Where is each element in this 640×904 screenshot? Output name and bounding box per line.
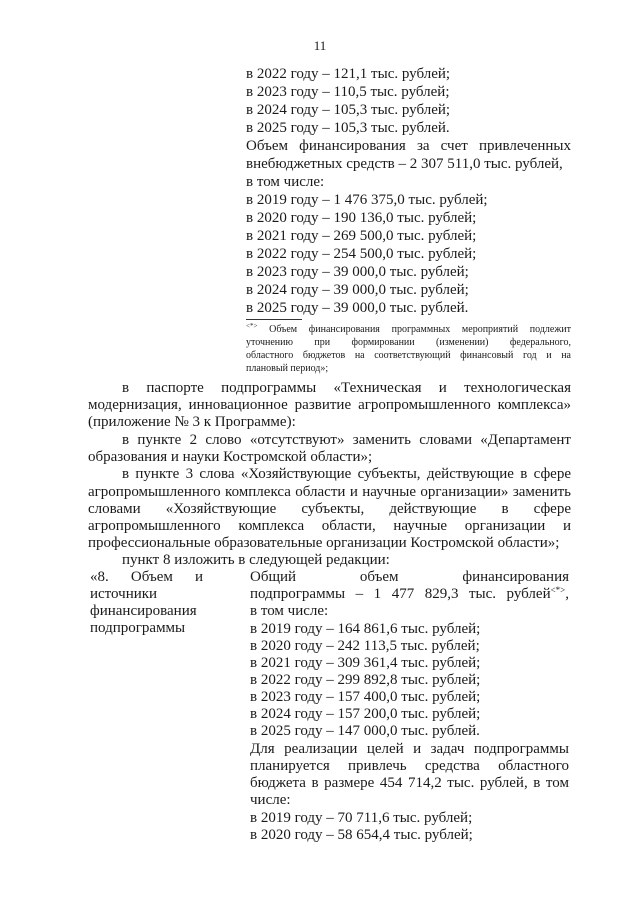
year-line: в 2019 году – 70 711,6 тыс. рублей; — [250, 810, 473, 826]
paragraph-line: в пункте 3 слова «Хозяйствующие субъекты, действующие в сфере — [122, 466, 571, 482]
paragraph-line: словами «Хозяйствующие субъекты, действующие в сфере — [88, 501, 571, 517]
table-label: «8. Объем и — [90, 569, 203, 585]
footnote-line: <*> Объем финансирования программных мероприятий подлежит — [246, 322, 571, 335]
table-label: источники — [90, 586, 158, 602]
year-line: в 2025 году – 105,3 тыс. рублей. — [246, 120, 450, 136]
total-financing-text: в том числе: — [250, 603, 329, 619]
regional-budget-text: бюджета в размере 454 714,2 тыс. рублей, в том — [250, 775, 569, 791]
footnote-rule — [246, 319, 302, 320]
year-line: в 2024 году – 157 200,0 тыс. рублей; — [250, 706, 481, 722]
extrabudget-text: Объем финансирования за счет привлеченных — [246, 138, 571, 154]
year-line: в 2022 году – 254 500,0 тыс. рублей; — [246, 246, 477, 262]
footnote-line: уточнению при формировании (изменении) федерального, — [246, 337, 571, 348]
footnote-mark: <*> — [550, 585, 566, 595]
paragraph-line: пункт 8 изложить в следующей редакции: — [122, 552, 390, 568]
year-line: в 2020 году – 242 113,5 тыс. рублей; — [250, 638, 480, 654]
table-label: финансирования — [90, 603, 197, 619]
paragraph-line: (приложение № 3 к Программе): — [88, 414, 296, 430]
extrabudget-text: в том числе: — [246, 174, 325, 190]
year-line: в 2024 году – 39 000,0 тыс. рублей; — [246, 282, 469, 298]
year-line: в 2025 году – 39 000,0 тыс. рублей. — [246, 300, 469, 316]
year-line: в 2025 году – 147 000,0 тыс. рублей. — [250, 723, 480, 739]
total-financing-text: подпрограммы – 1 477 829,3 тыс. рублей<*>, — [250, 585, 569, 602]
year-line: в 2021 году – 309 361,4 тыс. рублей; — [250, 655, 481, 671]
paragraph-line: профессиональные образовательные организации Костромской области»; — [88, 535, 560, 551]
regional-budget-text: Для реализации целей и задач подпрограммы — [250, 741, 569, 757]
year-line: в 2023 году – 157 400,0 тыс. рублей; — [250, 689, 481, 705]
year-line: в 2020 году – 190 136,0 тыс. рублей; — [246, 210, 477, 226]
year-line: в 2024 году – 105,3 тыс. рублей; — [246, 102, 451, 118]
footnote-mark: <*> — [246, 322, 258, 330]
year-line: в 2019 году – 164 861,6 тыс. рублей; — [250, 621, 481, 637]
year-line: в 2022 году – 299 892,8 тыс. рублей; — [250, 672, 481, 688]
page-number: 11 — [313, 38, 327, 53]
year-line: в 2022 году – 121,1 тыс. рублей; — [246, 66, 451, 82]
year-line: в 2023 году – 39 000,0 тыс. рублей; — [246, 264, 469, 280]
footnote-line: областного бюджетов на соответствующий финансовый год и на — [246, 350, 571, 361]
table-label: подпрограммы — [90, 620, 186, 636]
year-line: в 2023 году – 110,5 тыс. рублей; — [246, 84, 450, 100]
paragraph-line: модернизация, инновационное развитие агропромышленного комплекса» — [88, 397, 571, 413]
extrabudget-text: внебюджетных средств – 2 307 511,0 тыс. рублей, — [246, 156, 563, 172]
paragraph-line: агропромышленного комплекса области и научные организации» заменить — [88, 484, 571, 500]
paragraph-line: образования и науки Костромской области»; — [88, 449, 373, 465]
paragraph-line: в паспорте подпрограммы «Техническая и технологическая — [122, 380, 571, 396]
regional-budget-text: числе: — [250, 792, 291, 808]
total-financing-text: Общий объем финансирования — [250, 569, 569, 585]
year-line: в 2020 году – 58 654,4 тыс. рублей; — [250, 827, 473, 843]
footnote-line: плановый период»; — [246, 363, 329, 374]
paragraph-line: в пункте 2 слово «отсутствуют» заменить словами «Департамент — [122, 432, 571, 448]
paragraph-line: агропромышленного комплекса области, научные организации и — [88, 518, 571, 534]
year-line: в 2021 году – 269 500,0 тыс. рублей; — [246, 228, 477, 244]
regional-budget-text: планируется привлечь средства областного — [250, 758, 569, 774]
year-line: в 2019 году – 1 476 375,0 тыс. рублей; — [246, 192, 488, 208]
